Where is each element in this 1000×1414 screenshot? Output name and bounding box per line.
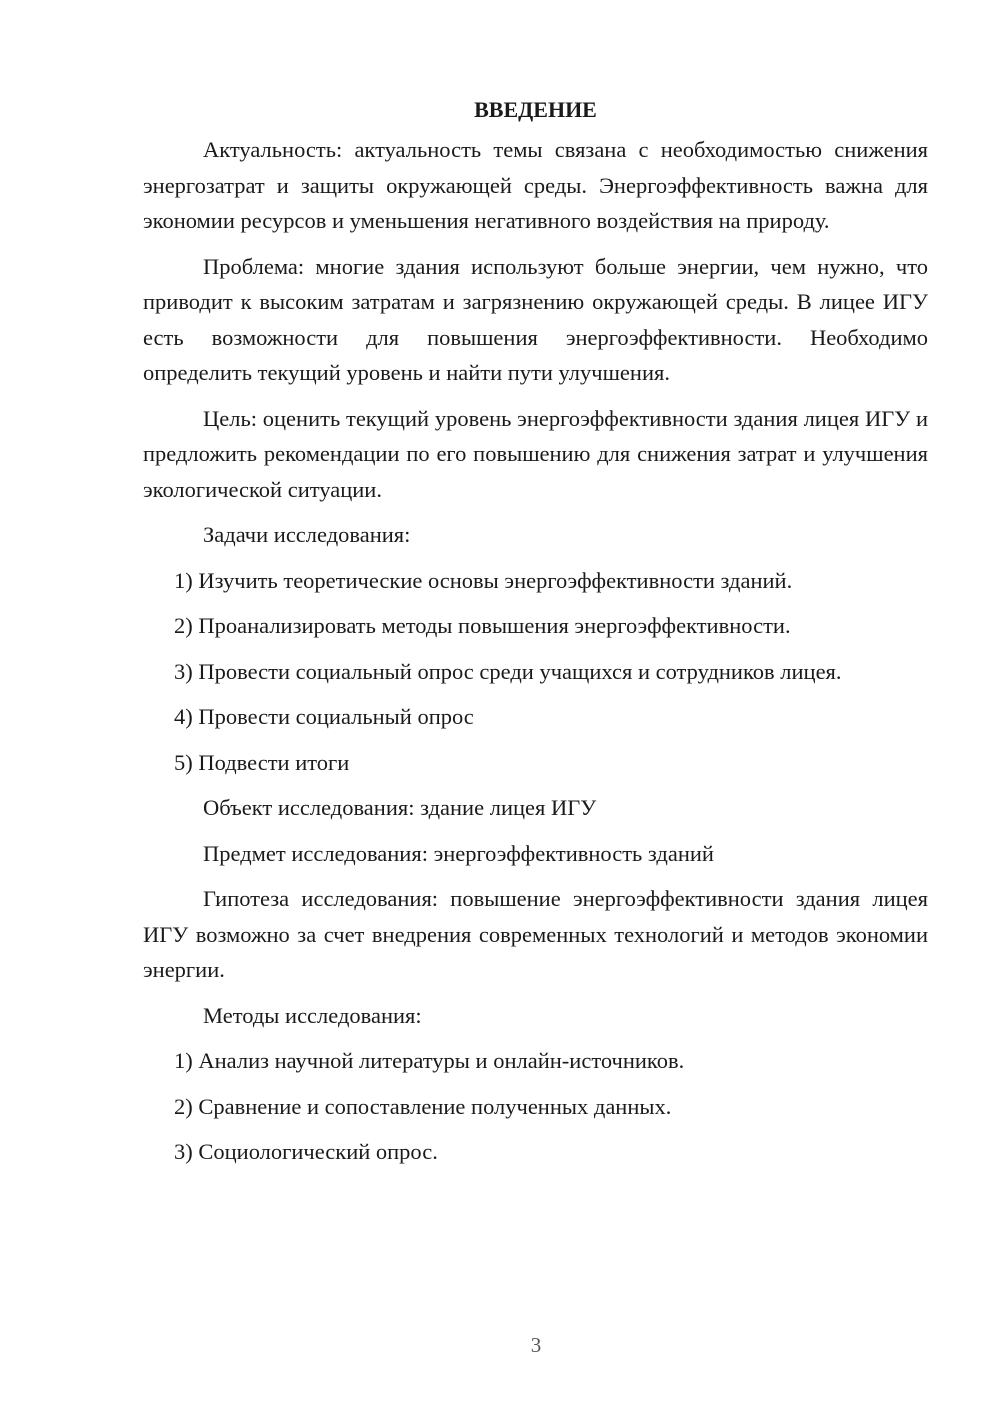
tasks-heading: Задачи исследования: [203,522,411,547]
task-item-4: 4) Провести социальный опрос [174,704,474,729]
page-content [143,92,928,1180]
goal-paragraph: Цель: оценить текущий уровень энергоэффективности здания лицея ИГУ и предложить рекомендации по его повышению для снижения затрат и улучшения экологической ситуации. [143,405,928,502]
task-item-2: 2) Проанализировать методы повышения энергоэффективности. [174,613,791,638]
hypothesis-paragraph: Гипотеза исследования: повышение энергоэффективности здания лицея ИГУ возможно за счет внедрения современных технологий и методов экономии энергии. [143,886,928,982]
research-subject: Предмет исследования: энергоэффективность зданий [203,840,714,866]
problem-paragraph: Проблема: многие здания используют больше энергии, чем нужно, что приводит к высоким затратам и загрязнению окружающей среды. В лицее ИГУ есть возможности для повышения энергоэффективности. Необходимо определить текущий уровень и найти пути улучшения. [143,253,928,385]
method-item-3: 3) Социологический опрос. [174,1139,438,1164]
task-item-5: 5) Подвести итоги [174,749,350,775]
page-number: 3 [530,1333,542,1357]
methods-heading: Методы исследования: [203,1002,422,1028]
research-object: Объект исследования: здание лицея ИГУ [203,795,597,820]
method-item-1: 1) Анализ научной литературы и онлайн-источников. [174,1048,685,1073]
task-item-1: 1) Изучить теоретические основы энергоэффективности зданий. [174,567,793,593]
method-item-2: 2) Сравнение и сопоставление полученных данных. [174,1093,672,1119]
task-item-3: 3) Провести социальный опрос среди учащихся и сотрудников лицея. [174,658,842,684]
section-title: ВВЕДЕНИЕ [474,97,597,122]
relevance-paragraph: Актуальность: актуальность темы связана с необходимостью снижения энергозатрат и защиты окружающей среды. Энергоэффективность важна для экономии ресурсов и уменьшения негативного воздействия на природу. [143,137,928,233]
